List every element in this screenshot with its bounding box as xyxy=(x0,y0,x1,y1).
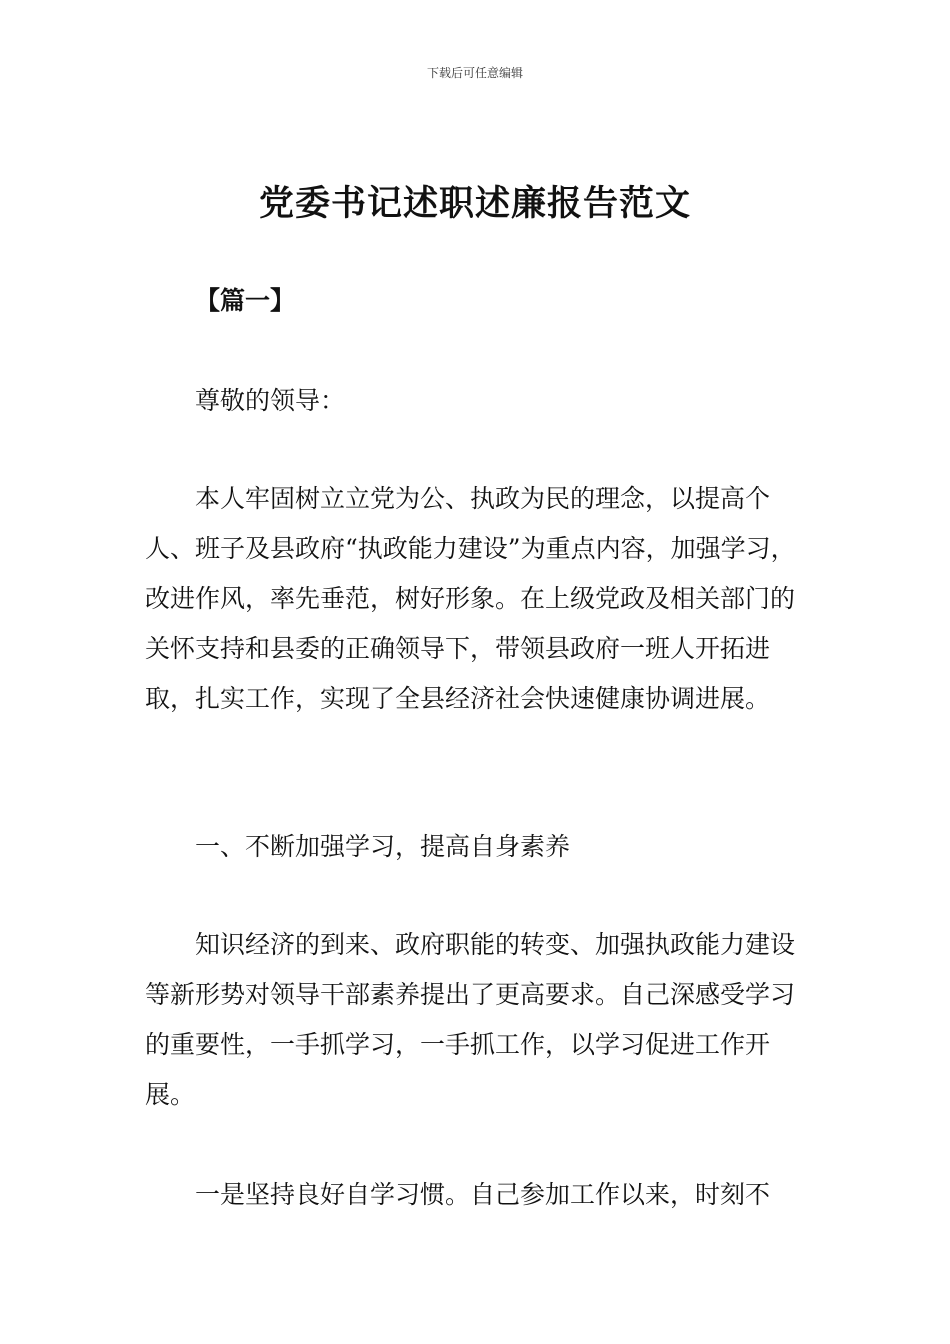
salutation: 尊敬的领导： xyxy=(195,386,346,415)
paragraph-heading-1: 一、不断加强学习，提高自身素养 xyxy=(195,832,571,861)
header-note: 下载后可任意编辑 xyxy=(426,66,523,80)
paragraph-2: 知识经济的到来、政府职能的转变、加强执政能力建设等新形势对领导干部素养提出了更高要求。自己深感受学习的重要性，一手抓学习，一手抓工作，以学习促进工作开展。 xyxy=(145,930,796,1109)
paragraph-1: 本人牢固树立立党为公、执政为民的理念，以提高个人、班子及县政府“执政能力建设”为重点内容，加强学习，改进作风，率先垂范，树好形象。在上级党政及相关部门的关怀支持和县委的正确领导下，带领县政府一班人开拓进取，扎实工作，实现了全县经济社会快速健康协调进展。 xyxy=(145,484,796,713)
paragraph-3: 一是坚持良好自学习惯。自己参加工作以来，时刻不 xyxy=(195,1180,771,1209)
document-title: 党委书记述职述廉报告范文 xyxy=(258,184,691,224)
section-label: 【篇一】 xyxy=(195,286,296,315)
